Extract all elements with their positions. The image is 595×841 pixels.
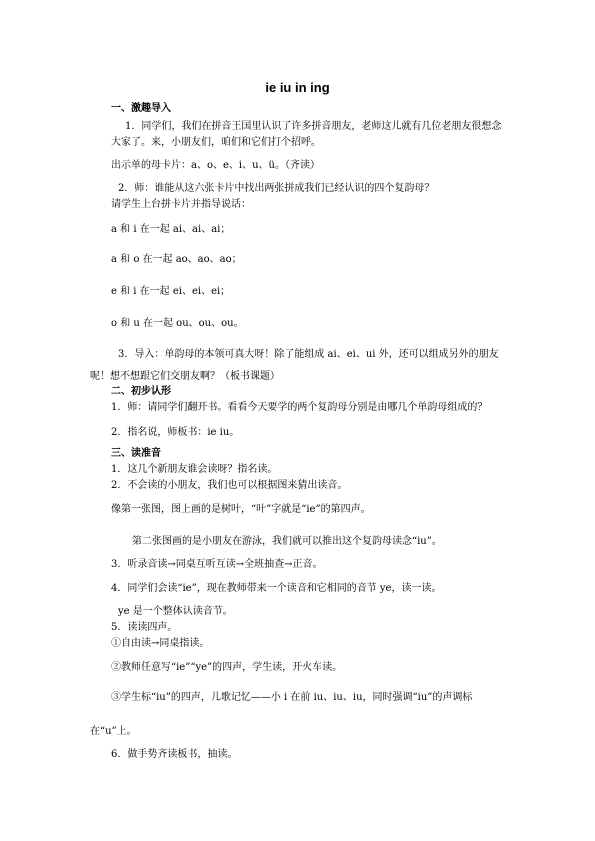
paragraph-line: 6．做手势齐读板书，抽读。 xyxy=(111,749,238,760)
paragraph-line: o 和 u 在一起 ou、ou、ou。 xyxy=(111,318,244,329)
paragraph-line: e 和 i 在一起 ei、ei、ei； xyxy=(111,286,231,297)
document-title: ie iu in ing xyxy=(265,80,330,95)
paragraph-line: 5．读读四声。 xyxy=(111,622,178,633)
paragraph-line: 4．同学们会读“ie”，现在教师带来一个读音和它相同的音节 ye，读一读。 xyxy=(111,583,442,594)
paragraph-line: 1．同学们，我们在拼音王国里认识了许多拼音朋友，老师这儿就有几位老朋友很想念 xyxy=(125,121,502,132)
section-heading-pronunciation: 三、读准音 xyxy=(111,448,161,459)
paragraph-line: 1．这几个新朋友谁会读呀？指名读。 xyxy=(111,464,278,475)
paragraph-line: 3．导入：单韵母的本领可真大呀！除了能组成 ai、ei、ui 外，还可以组成另外的朋友 xyxy=(118,349,499,360)
paragraph-line: 3．听录音读→同桌互听互读→全班抽查→正音。 xyxy=(111,559,323,570)
paragraph-line: ②教师任意写“ie”“ye”的四声，学生读，开火车读。 xyxy=(111,662,343,673)
section-heading-intro: 一、激趣导入 xyxy=(111,103,171,114)
paragraph-line: 请学生上台拼卡片并指导说话： xyxy=(111,199,251,210)
paragraph-line: 第二张图画的是小朋友在游泳，我们就可以推出这个复韵母读念“iu”。 xyxy=(132,536,442,547)
paragraph-line: 像第一张图，图上画的是树叶，“叶”字就是“ie”的第四声。 xyxy=(111,504,371,515)
section-heading-recognize: 二、初步认形 xyxy=(111,386,171,397)
paragraph-line: 1．师：请同学们翻开书。看看今天要学的两个复韵母分别是由哪几个单韵母组成的？ xyxy=(111,402,488,413)
paragraph-line: ①自由读→同桌指读。 xyxy=(111,638,210,649)
paragraph-line: a 和 o 在一起 ao、ao、ao； xyxy=(111,254,242,265)
paragraph-line: ye 是一个整体认读音节。 xyxy=(118,606,233,617)
paragraph-line: 2．不会读的小朋友，我们也可以根据图来猜出读音。 xyxy=(111,480,348,491)
paragraph-line: 2．师：谁能从这六张卡片中找出两张拼成我们已经认识的四个复韵母？ xyxy=(118,183,435,194)
paragraph-line: a 和 i 在一起 ai、ai、ai； xyxy=(111,224,231,235)
paragraph-line: 2．指名说，师板书：ie iu。 xyxy=(111,427,240,438)
paragraph-line: 呢！想不想跟它们交朋友啊？（板书课题） xyxy=(90,371,280,382)
paragraph-line: ③学生标“iu”的四声，儿歌记忆——小 i 在前 iu、iu、iu，同时强调“iu”的声调标 xyxy=(111,692,473,703)
paragraph-line: 出示单的母卡片：a、o、e、i、u、ü。（齐读） xyxy=(111,160,320,171)
paragraph-line: 在“u”上。 xyxy=(90,726,137,737)
paragraph-line: 大家了。来，小朋友们，咱们和它们打个招呼。 xyxy=(111,137,321,148)
